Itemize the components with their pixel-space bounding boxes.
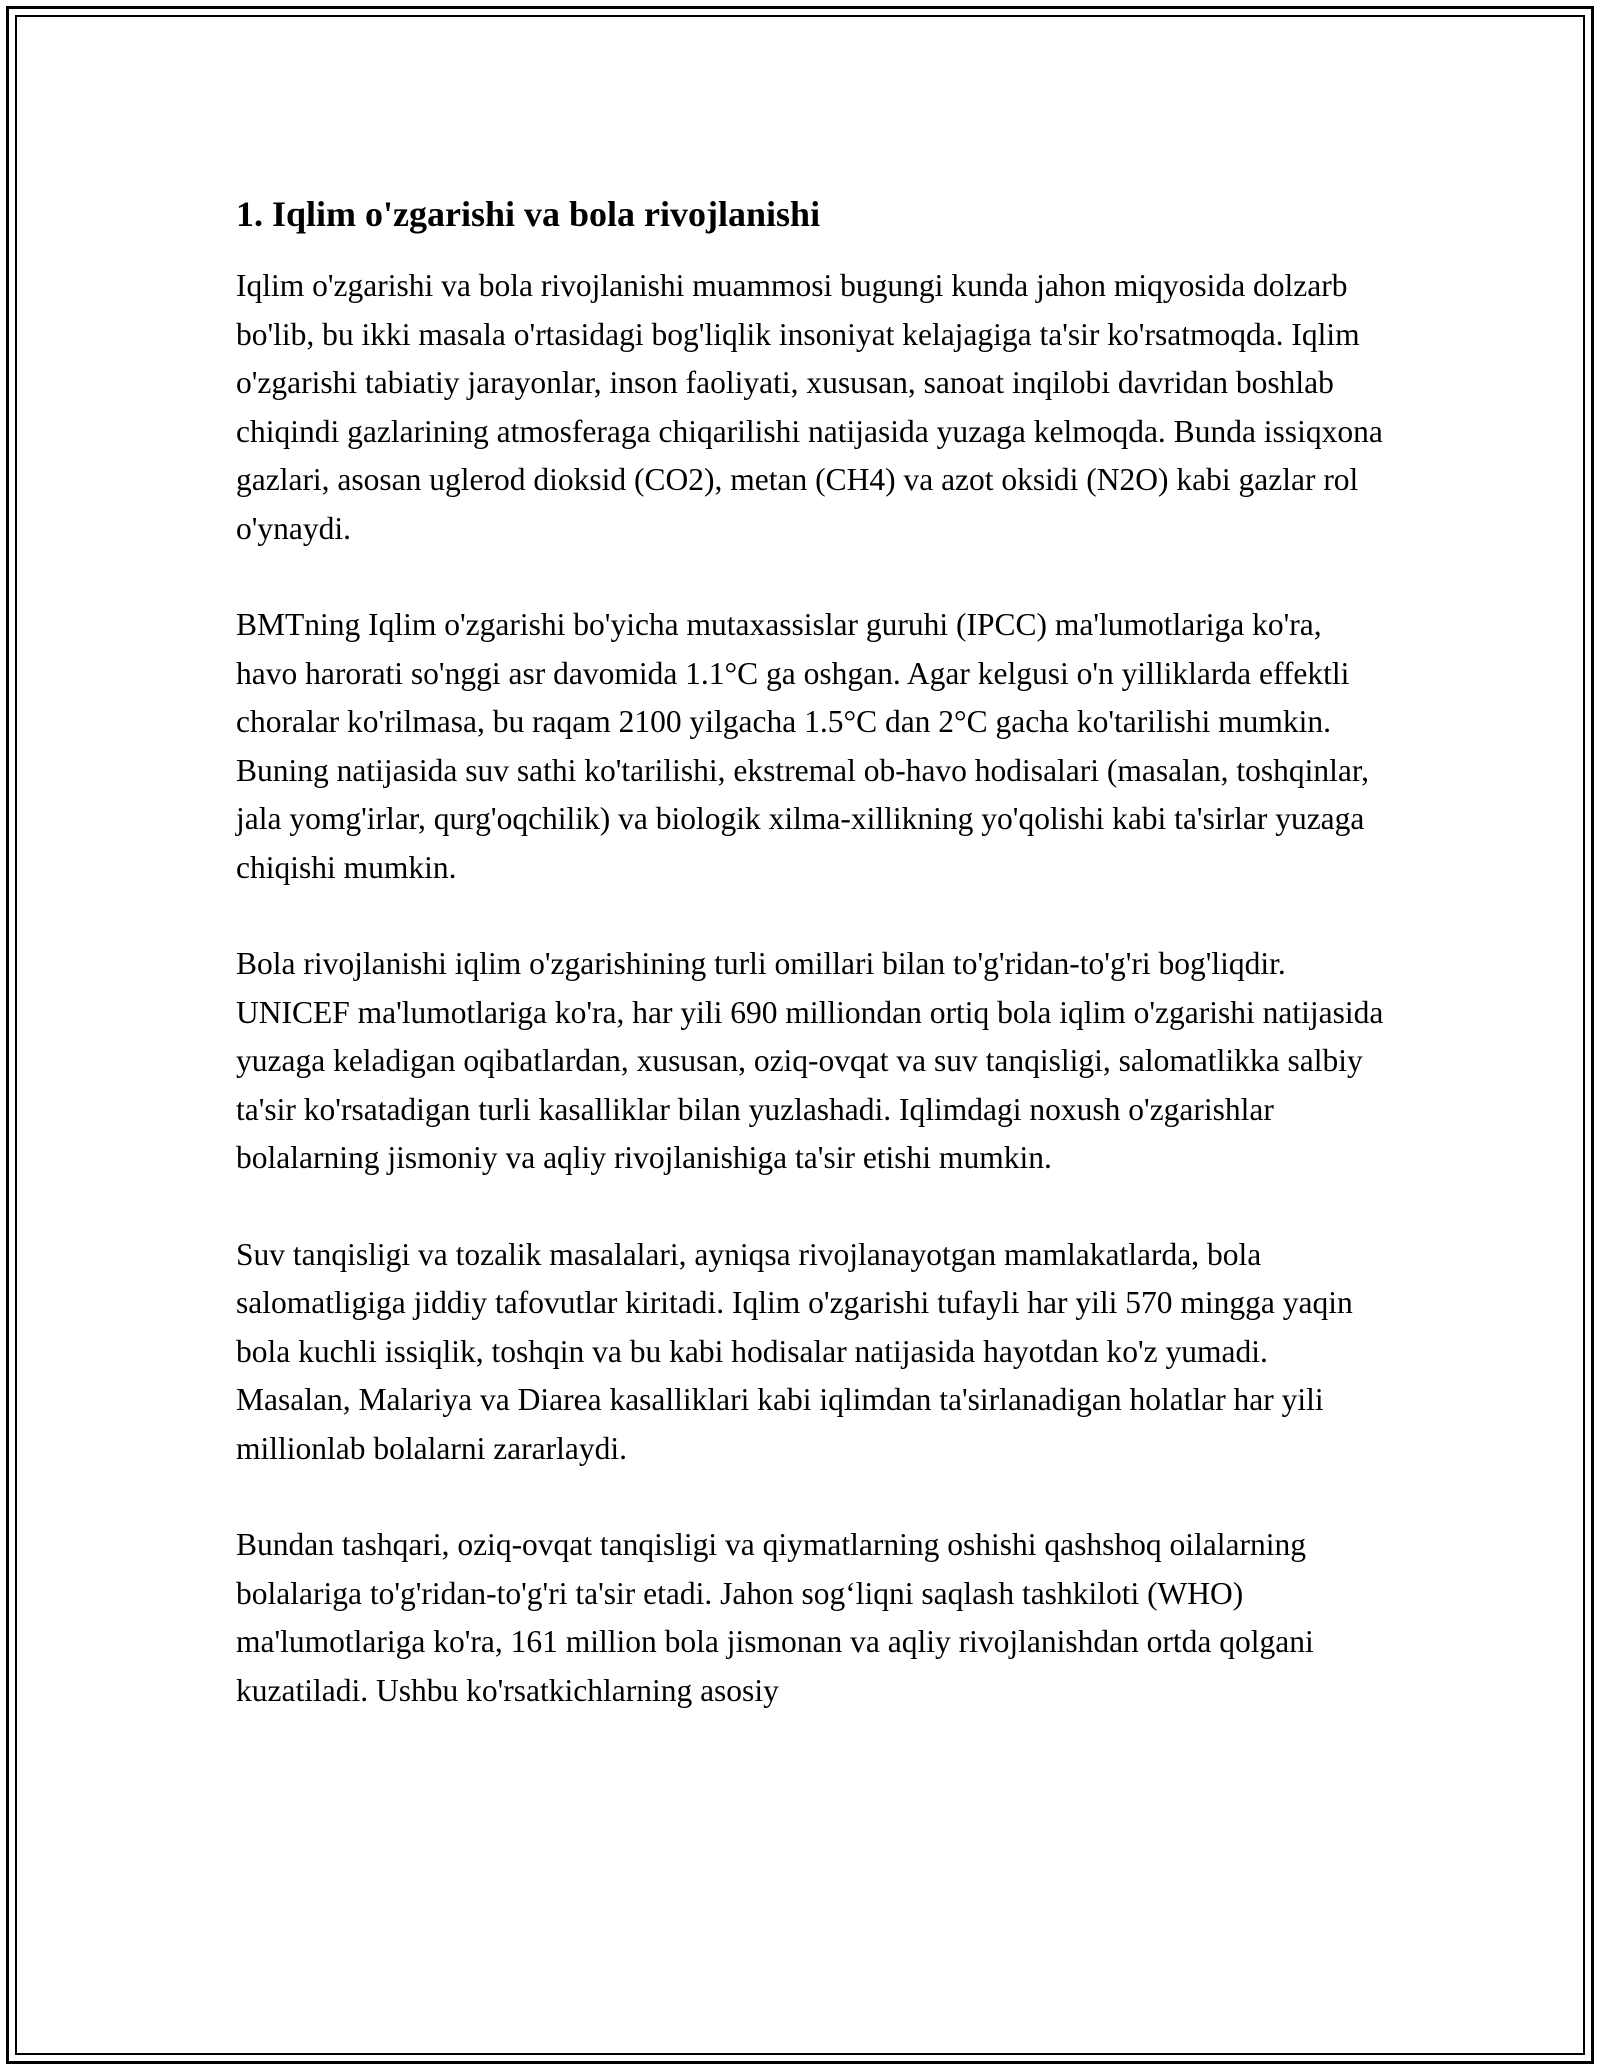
paragraph-2: BMTning Iqlim o'zgarishi bo'yicha mutaxassislar guruhi (IPCC) ma'lumotlariga ko'ra, havo harorati so'nggi asr davomida 1.1°C ga oshgan. Agar kelgusi o'n yilliklarda effektli choralar ko'rilmasa, bu raqam 2100 yilgacha 1.5°C dan 2°C gacha ko'tarilishi mumkin. Buning natijasida suv sathi ko'tarilishi, ekstremal ob-havo hodisalari (masalan, toshqinlar, jala yomg'irlar, qurg'oqchilik) va biologik xilma-xillikning yo'qolishi kabi ta'sirlar yuzaga chiqishi mumkin. [236,607,1369,885]
paragraph-1: Iqlim o'zgarishi va bola rivojlanishi muammosi bugungi kunda jahon miqyosida dolzarb bo'lib, bu ikki masala o'rtasidagi bog'liqlik insoniyat kelajagiga ta'sir ko'rsatmoqda. Iqlim o'zgarishi tabiatiy jarayonlar, inson faoliyati, xususan, sanoat inqilobi davridan boshlab chiqindi gazlarining atmosferaga chiqarilishi natijasida yuzaga kelmoqda. Bunda issiqxona gazlari, asosan uglerod dioksid (CO2), metan (CH4) va azot oksidi (N2O) kabi gazlar rol o'ynaydi. [236,268,1383,546]
paragraph-5: Bundan tashqari, oziq-ovqat tanqisligi va qiymatlarning oshishi qashshoq oilalarning bolalariga to'g'ridan-to'g'ri ta'sir etadi. Jahon sog‘liqni saqlash tashkiloti (WHO) ma'lumotlariga ko'ra, 161 million bola jismonan va aqliy rivojlanishdan ortda qolgani kuzatiladi. Ushbu ko'rsatkichlarning asosiy [236,1527,1314,1708]
paragraph-3: Bola rivojlanishi iqlim o'zgarishining turli omillari bilan to'g'ridan-to'g'ri bog'liqdir. UNICEF ma'lumotlariga ko'ra, har yili 690 milliondan ortiq bola iqlim o'zgarishi natijasida yuzaga keladigan oqibatlardan, xususan, oziq-ovqat va suv tanqisligi, salomatlikka salbiy ta'sir ko'rsatadigan turli kasalliklar bilan yuzlashadi. Iqlimdagi noxush o'zgarishlar bolalarning jismoniy va aqliy rivojlanishiga ta'sir etishi mumkin. [236,946,1384,1175]
paragraph-4: Suv tanqisligi va tozalik masalalari, ayniqsa rivojlanayotgan mamlakatlarda, bola salomatligiga jiddiy tafovutlar kiritadi. Iqlim o'zgarishi tufayli har yili 570 mingga yaqin bola kuchli issiqlik, toshqin va bu kabi hodisalar natijasida hayotdan ko'z yumadi. Masalan, Malariya va Diarea kasalliklari kabi iqlimdan ta'sirlanadigan holatlar har yili millionlab bolalarni zararlaydi. [236,1236,1353,1466]
section-title: 1. Iqlim o'zgarishi va bola rivojlanishi [236,194,821,234]
document-body [236,188,1384,1763]
